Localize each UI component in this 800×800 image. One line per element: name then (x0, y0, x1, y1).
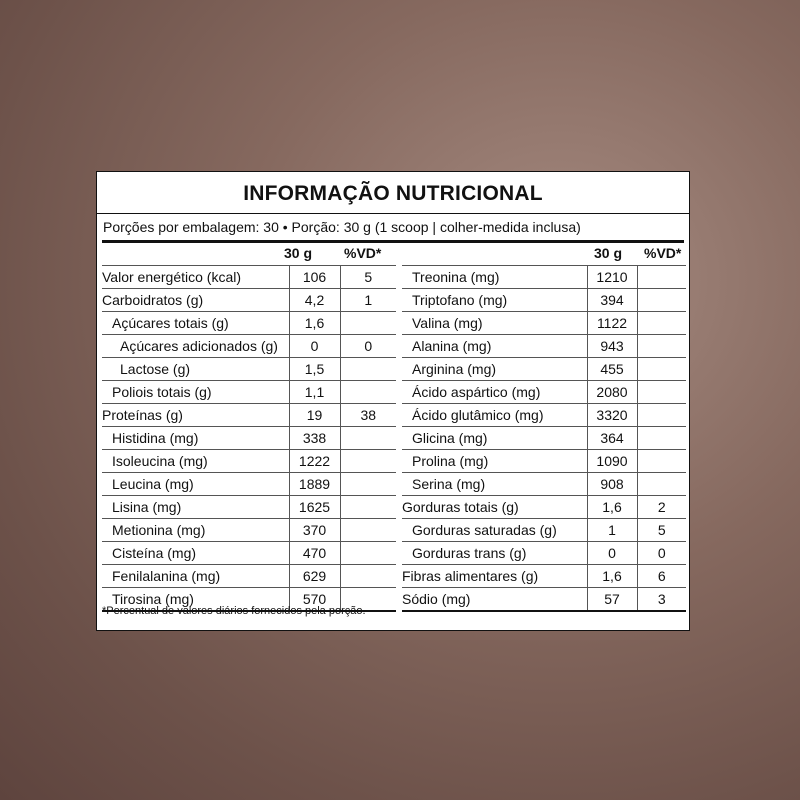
right-nutrient-table (402, 265, 686, 612)
nutrient-name: Glicina (mg) (402, 427, 587, 450)
portions-info: Porções por embalagem: 30 • Porção: 30 g (1 scoop | colher-medida inclusa) (97, 213, 689, 241)
nutrient-amount: 1,5 (289, 358, 340, 381)
nutrient-name: Ácido aspártico (mg) (402, 381, 587, 404)
nutrient-vd (340, 427, 396, 450)
nutrient-vd: 2 (637, 496, 686, 519)
nutrient-amount: 1122 (587, 312, 637, 335)
nutrient-amount: 1 (587, 519, 637, 542)
nutrient-amount: 1,1 (289, 381, 340, 404)
nutrient-amount: 394 (587, 289, 637, 312)
nutrient-amount: 1090 (587, 450, 637, 473)
nutrient-vd (340, 381, 396, 404)
nutrient-amount: 1210 (587, 266, 637, 289)
nutrient-vd: 38 (340, 404, 396, 427)
nutrient-vd (340, 450, 396, 473)
nutrient-name: Ácido glutâmico (mg) (402, 404, 587, 427)
nutrient-row (102, 496, 396, 519)
nutrient-vd: 3 (637, 588, 686, 612)
nutrient-amount: 470 (289, 542, 340, 565)
nutrient-name: Valina (mg) (402, 312, 587, 335)
nutrient-name: Treonina (mg) (402, 266, 587, 289)
nutrient-amount: 1,6 (289, 312, 340, 335)
right-amount-header: 30 g (594, 245, 623, 261)
nutrient-name: Poliois totais (g) (102, 381, 289, 404)
nutrient-amount: 370 (289, 519, 340, 542)
nutrient-row (102, 565, 396, 588)
nutrient-amount: 0 (289, 335, 340, 358)
nutrient-amount: 106 (289, 266, 340, 289)
nutrient-amount: 1,6 (587, 565, 637, 588)
nutrient-name: Proteínas (g) (102, 404, 289, 427)
nutrient-amount: 4,2 (289, 289, 340, 312)
nutrient-vd (637, 473, 686, 496)
nutrient-name: Metionina (mg) (102, 519, 289, 542)
nutrient-amount: 908 (587, 473, 637, 496)
right-vd-header: %VD* (644, 245, 682, 261)
nutrient-amount: 943 (587, 335, 637, 358)
nutrient-row (402, 312, 686, 335)
nutrient-name: Triptofano (mg) (402, 289, 587, 312)
nutrient-amount: 629 (289, 565, 340, 588)
nutrient-row (402, 588, 686, 612)
nutrient-vd: 0 (637, 542, 686, 565)
nutrient-row (402, 519, 686, 542)
nutrient-name: Alanina (mg) (402, 335, 587, 358)
left-nutrient-table (102, 265, 396, 612)
nutrient-row (402, 404, 686, 427)
nutrient-name: Carboidratos (g) (102, 289, 289, 312)
nutrient-name: Fenilalanina (mg) (102, 565, 289, 588)
nutrient-vd (340, 496, 396, 519)
nutrient-amount: 57 (587, 588, 637, 612)
nutrient-vd (637, 381, 686, 404)
nutrient-name: Açúcares totais (g) (102, 312, 289, 335)
nutrient-row (402, 565, 686, 588)
nutrient-row (102, 427, 396, 450)
nutrient-row (402, 266, 686, 289)
nutrient-vd (340, 312, 396, 335)
nutrient-vd (637, 358, 686, 381)
nutrient-name: Lisina (mg) (102, 496, 289, 519)
nutrient-row (102, 289, 396, 312)
nutrient-name: Isoleucina (mg) (102, 450, 289, 473)
nutrient-amount: 570 (289, 588, 340, 612)
nutrient-row (102, 450, 396, 473)
nutrient-amount: 2080 (587, 381, 637, 404)
nutrient-row (102, 358, 396, 381)
nutrient-name: Tirosina (mg) (102, 588, 289, 612)
nutrient-name: Gorduras trans (g) (402, 542, 587, 565)
nutrient-row (402, 450, 686, 473)
nutrient-amount: 0 (587, 542, 637, 565)
nutrient-name: Valor energético (kcal) (102, 266, 289, 289)
nutrient-vd: 5 (637, 519, 686, 542)
nutrient-row (402, 381, 686, 404)
nutrient-name: Gorduras totais (g) (402, 496, 587, 519)
nutrient-row (402, 542, 686, 565)
nutrient-amount: 1222 (289, 450, 340, 473)
nutrient-name: Serina (mg) (402, 473, 587, 496)
nutrient-vd: 1 (340, 289, 396, 312)
nutrient-amount: 19 (289, 404, 340, 427)
nutrient-row (102, 381, 396, 404)
nutrient-name: Prolina (mg) (402, 450, 587, 473)
header-divider (102, 240, 684, 243)
nutrient-name: Histidina (mg) (102, 427, 289, 450)
nutrient-row (402, 496, 686, 519)
nutrient-vd (340, 565, 396, 588)
nutrient-amount: 1889 (289, 473, 340, 496)
nutrient-name: Gorduras saturadas (g) (402, 519, 587, 542)
nutrient-name: Cisteína (mg) (102, 542, 289, 565)
nutrient-row (402, 289, 686, 312)
nutrient-vd: 0 (340, 335, 396, 358)
nutrition-label (96, 171, 690, 631)
nutrient-row (102, 312, 396, 335)
nutrient-row (402, 358, 686, 381)
nutrient-vd (340, 519, 396, 542)
nutrient-name: Fibras alimentares (g) (402, 565, 587, 588)
nutrient-vd (340, 473, 396, 496)
nutrient-amount: 455 (587, 358, 637, 381)
footnote: *Percentual de valores diários fornecidos pela porção. (102, 605, 366, 617)
nutrient-vd: 6 (637, 565, 686, 588)
nutrient-row (402, 335, 686, 358)
nutrient-vd (340, 542, 396, 565)
nutrient-name: Sódio (mg) (402, 588, 587, 612)
nutrient-name: Arginina (mg) (402, 358, 587, 381)
nutrient-row (402, 473, 686, 496)
nutrient-vd (637, 289, 686, 312)
nutrient-row (102, 542, 396, 565)
nutrient-name: Açúcares adicionados (g) (102, 335, 289, 358)
nutrient-row (102, 519, 396, 542)
nutrient-row (102, 473, 396, 496)
nutrient-row (102, 404, 396, 427)
nutrient-vd (340, 358, 396, 381)
nutrient-vd (637, 404, 686, 427)
nutrient-vd: 5 (340, 266, 396, 289)
nutrient-amount: 338 (289, 427, 340, 450)
nutrient-vd (637, 427, 686, 450)
nutrient-vd (637, 335, 686, 358)
nutrient-amount: 1625 (289, 496, 340, 519)
nutrient-row (102, 266, 396, 289)
nutrient-row (102, 335, 396, 358)
nutrient-amount: 1,6 (587, 496, 637, 519)
nutrient-name: Leucina (mg) (102, 473, 289, 496)
left-amount-header: 30 g (284, 245, 313, 261)
nutrient-vd (637, 266, 686, 289)
nutrient-name: Lactose (g) (102, 358, 289, 381)
nutrient-amount: 3320 (587, 404, 637, 427)
nutrient-vd (637, 450, 686, 473)
nutrient-row (402, 427, 686, 450)
nutrient-amount: 364 (587, 427, 637, 450)
left-vd-header: %VD* (344, 245, 382, 261)
nutrient-vd (637, 312, 686, 335)
label-title: INFORMAÇÃO NUTRICIONAL (243, 182, 543, 205)
